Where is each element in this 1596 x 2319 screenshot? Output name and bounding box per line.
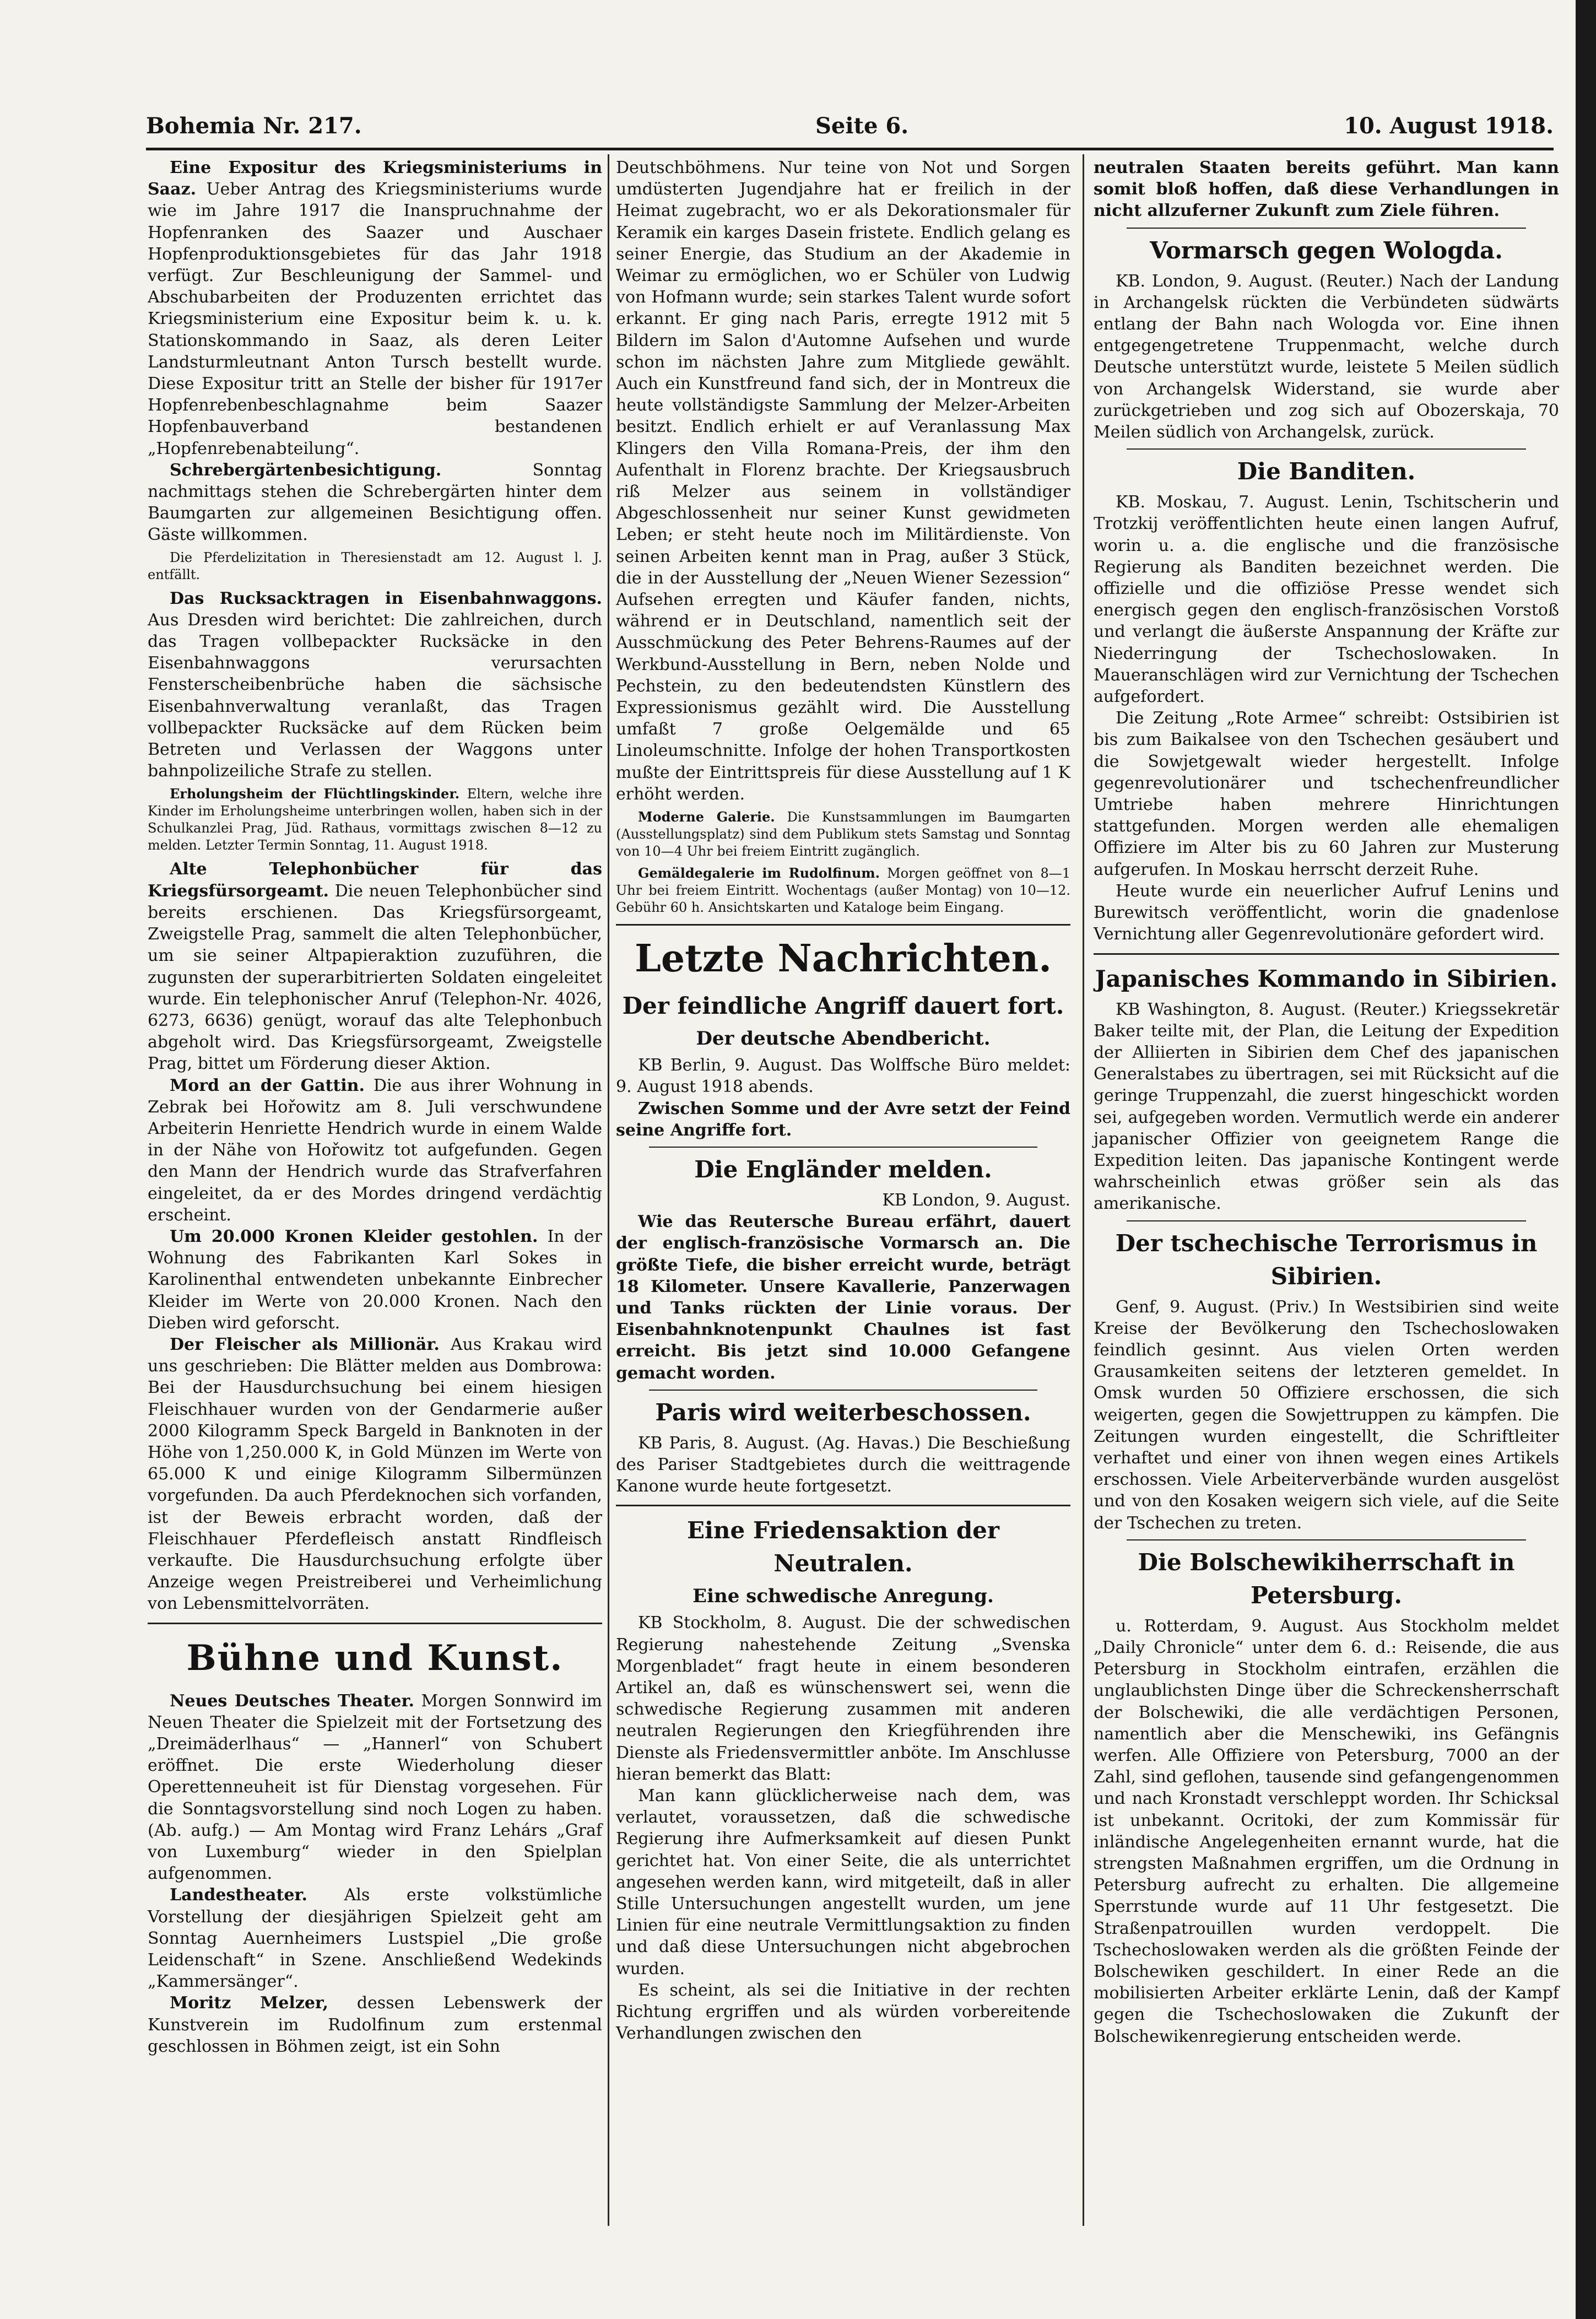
column-rule (1083, 154, 1084, 2226)
divider (649, 1390, 1037, 1391)
divider (1127, 228, 1526, 229)
header-rule (146, 148, 1554, 150)
article-text: Aus Krakau wird uns geschrieben: Die Blätter melden aus Dombrowa: Bei der Hausdurchsuchung bei einem hiesigen Fleischhauer wurden von der Gendarmerie außer 2000 Kilogramm Speck Bargeld in Banknoten in der Höhe von 1,250.000 K, in Gold Münzen im Werte von 65.000 K und einige Kilogramm Silbermünzen vorgefunden. Da auch Pferdeknochen sich vorfanden, ist der Beweis erbracht worden, daß der Fleischhauer Pferdefleisch anstatt Rindfleisch verkaufte. Die Hausdurchsuchung erfolgte über Anzeige wegen Preistreiberei und Verheimlichung von Lebensmittelvorräten. (148, 1334, 602, 1614)
article-text: Sonntag nachmittags stehen die Schrebergärten hinter dem Baumgarten zur allgemeinen Besichtigung offen. Gäste willkommen. (148, 460, 602, 545)
article-lead: Schrebergärtenbesichtigung. (170, 460, 442, 480)
divider (1127, 448, 1526, 450)
divider (1127, 1539, 1526, 1540)
headline: Die Banditen. (1237, 458, 1416, 485)
headline: Der feindliche Angriff dauert fort. (622, 992, 1064, 1020)
article-text: KB Stockholm, 8. August. Die der schwedischen Regierung nahestehende Zeitung „Svenska Morgenbladet“ fragt heute in einem besonderen Artikel an, daß es wünschenswert sei, wenn die schwedische Regierung zusammen mit anderen neutralen Regierungen den Kriegführenden ihre Dienste als Friedensvermittler anböte. Im Anschlusse hieran bemerkt das Blatt: (616, 1613, 1070, 1784)
header-paper-issue: Bohemia Nr. 217. (146, 113, 362, 139)
article-lead: Alte Telephonbücher für das Kriegsfürsorgeamt. (148, 860, 602, 901)
subheadline: Der deutsche Abendbericht. (696, 1028, 991, 1050)
article-text: Die aus ihrer Wohnung in Zebrak bei Hořowitz am 8. Juli verschwundene Arbeiterin Henriette Hendrich wurde in einem Walde in der Nähe von Hořowitz tot aufgefunden. Gegen den Mann der Hendrich wurde das Strafverfahren eingeleitet, da er des Mordes dringend verdächtig erscheint. (148, 1075, 602, 1225)
section-title: Bühne und Kunst. (186, 1637, 564, 1679)
headline: Paris wird weiterbeschossen. (655, 1398, 1031, 1426)
article-text: Heute wurde ein neuerlicher Aufruf Lenins und Burewitsch veröffentlicht, worin die gnadenlose Vernichtung aller Gegenrevolutionäre gefordert wird. (1094, 881, 1559, 944)
column-1 (148, 157, 602, 2057)
section-rule (1094, 953, 1559, 955)
article (148, 1334, 602, 1615)
article-text: Die Zeitung „Rote Armee“ schreibt: Ostsibirien ist bis zum Baikalsee von den Tschechen gesäubert und die Sowjetgewalt wieder hergestellt. Infolge gegenrevolutionärer und tschechenfreundlicher Umtriebe haben mehrere Hinrichtungen stattgefunden. Morgen werden alle ehemaligen Offiziere im Alter bis zu 60 Jahren zur Musterung aufgerufen. In Moskau herrscht derzeit Ruhe. (1094, 709, 1559, 879)
article (148, 460, 602, 546)
article-text: Die neuen Telephonbücher sind bereits erschienen. Das Kriegsfürsorgeamt, Zweigstelle Prag, sammelt die alten Telephonbücher, um sie seiner Altpapieraktion zuzuführen, die zugunsten der superarbitrierten Soldaten eingeleitet wurde. Ein telephonischer Anruf (Telephon-Nr. 4026, 6273, 6636) genügt, worauf das alte Telephonbuch abgeholt wird. Das Kriegsfürsorgeamt, Zweigstelle Prag, bittet um Förderung dieser Aktion. (148, 881, 602, 1074)
notice: Die Pferdelizitation in Theresienstadt am 12. August l. J. entfällt. (148, 549, 602, 582)
notice-lead: Gemäldegalerie im Rudolfinum. (638, 865, 880, 882)
header-page-number: Seite 6. (815, 113, 909, 139)
divider (1127, 1220, 1526, 1221)
article (148, 157, 602, 460)
section-rule (616, 924, 1070, 926)
article-lead: Eine Expositur des Kriegsministeriums in Saaz. (148, 158, 602, 199)
article-text: Ueber Antrag des Kriegsministeriums wurde wie im Jahre 1917 die Inanspruchnahme der Hopfenranken des Saazer und Auschaer Hopfenproduktionsgebietes für das Jahr 1918 verfügt. Zur Beschleunigung der Sammel- und Abschubarbeiten der Produzenten errichtet das Kriegsministerium eine Expositur beim k. u. k. Stationskommando in Saaz, als deren Leiter Landsturmleutnant Anton Tursch bestellt wurde. Diese Expositur tritt an Stelle der bisher für 1917er Hopfenrebenbeschlagnahme beim Saazer Hopfenbauverband bestandenen „Hopfenrebenabteilung“. (148, 180, 602, 458)
article-text: KB. London, 9. August. (Reuter.) Nach der Landung in Archangelsk rückten die Verbündeten südwärts entlang der Bahn nach Wologda vor. Eine ihnen entgegengetretene Truppenmacht, welche durch Deutsche unterstützt wurde, leistete 5 Meilen südlich von Archangelsk Widerstand, sie wurde aber zurückgetrieben und zog sich auf Obozerskaja, 70 Meilen südlich von Archangelsk, zurück. (1094, 271, 1559, 442)
article-text: Es scheint, als sei die Initiative in der rechten Richtung ergriffen und als würden vorbereitende Verhandlungen zwischen den (616, 1980, 1070, 2044)
column-2 (616, 157, 1070, 2044)
notice-lead: Erholungsheim der Flüchtlingskinder. (170, 786, 460, 802)
notice-text: Morgen geöffnet von 8—1 Uhr bei freiem Eintritt. Wochentags (außer Montag) von 10—12. Gebühr 60 h. Ansichtskarten und Kataloge beim Eingang. (616, 866, 1071, 916)
article-lead: Der Fleischer als Millionär. (170, 1334, 440, 1354)
headline: Vormarsch gegen Wologda. (1150, 236, 1503, 264)
notice-lead: Moderne Galerie. (638, 809, 775, 825)
article-text: KB Washington, 8. August. (Reuter.) Kriegssekretär Baker teilte mit, der Plan, die Leitung der Expedition der Alliierten in Sibirien dem Chef des japanischen Generalstabes zu übertragen, sei mit Rücksicht auf die geringe Truppenzahl, die zuerst hingeschickt worden sei, aufgegeben worden. Vermutlich werde ein anderer japanischer Offizier von geeignetem Range die Expedition leiten. Das japanische Kontingent werde wahrscheinlich etwas größer sein als das amerikanische. (1094, 999, 1559, 1214)
article-continued: neutralen Staaten bereits geführt. Man kann somit bloß hoffen, daß diese Verhandlungen in nicht allzuferner Zukunft zum Ziele führen. (1094, 158, 1559, 221)
article-lead: Neues Deutsches Theater. (170, 1691, 414, 1711)
headline: Eine Friedensaktion der Neutralen. (686, 1517, 1000, 1577)
article-text: Aus Dresden wird berichtet: Die zahlreichen, durch das Tragen vollbepackter Rucksäcke in den Eisenbahnwaggons verursachten Fensterscheibenbrüche haben die sächsische Eisenbahnverwaltung veranlaßt, das Tragen vollbepackter Rucksäcke auf dem Rücken beim Betreten und Verlassen der Waggons unter bahnpolizeiliche Strafe zu stellen. (148, 610, 602, 781)
article-text: KB Berlin, 9. August. Das Wolffsche Büro meldet: 9. August 1918 abends. (616, 1056, 1070, 1097)
article-text: dessen Lebenswerk der Kunstverein im Rudolfinum zum erstenmal geschlossen in Böhmen zeigt, ist ein Sohn (148, 1993, 602, 2056)
notice (616, 864, 1070, 916)
section-title: Letzte Nachrichten. (635, 937, 1052, 981)
article-text: Zwischen Somme und der Avre setzt der Feind seine Angriffe fort. (616, 1099, 1070, 1140)
article-text: Als erste volkstümliche Vorstellung der diesjährigen Spielzeit geht am Sonntag Auernheimers Lustspiel „Die große Leidenschaft“ in Szene. Anschließend Wedekinds „Kammersänger“. (148, 1885, 602, 1992)
page-header (146, 113, 1554, 146)
article (148, 858, 602, 1074)
article (148, 1992, 602, 2057)
article-lead: Um 20.000 Kronen Kleider gestohlen. (170, 1226, 538, 1246)
notice (148, 785, 602, 854)
article (148, 1884, 602, 1992)
article-lead: Mord an der Gattin. (170, 1075, 365, 1095)
article-continued: Deutschböhmens. Nur teine von Not und Sorgen umdüsterten Jugendjahre hat er freilich in der Heimat zugebracht, wo er als Dekorationsmaler für Keramik ein karges Dasein fristete. Endlich gelang es seiner Energie, das Studium an der Akademie in Weimar zu ermöglichen, wo er Schüler von Ludwig von Hofmann wurde; sein starkes Talent wurde sofort erkannt. Er ging nach Paris, erregte 1912 mit 5 Bildern im Salon d'Automne Aufsehen und wurde schon im nächsten Jahre zum Mitgliede gewählt. Auch ein Kunstfreund fand sich, der in Montreux die heute vollständigste Sammlung der Melzer-Arbeiten besitzt. Endlich erhielt er auf Veranlassung Max Klingers den Villa Romana-Preis, der ihm den Aufenthalt in Florenz brachte. Der Kriegsausbruch riß Melzer aus seinem in vollständiger Abgeschlossenheit nur seiner Kunst gewidmeten Leben; er steht heute noch im Militärdienste. Von seinen Arbeiten kennt man in Prag, außer 3 Stück, die in der Ausstellung der „Neuen Wiener Sezession“ Aufsehen erregten und Käufer fanden, nichts, während er in Deutschland, namentlich seit der Ausschmückung des Peter Behrens-Raumes auf der Werkbund-Ausstellung in Bern, neben Nolde und Pechstein, zu den bedeutendsten Künstlern des Expressionismus gezählt wird. Die Ausstellung umfaßt 7 große Oelgemälde und 65 Linoleumschnitte. Infolge der hohen Transportkosten mußte der Eintrittspreis für diese Ausstellung auf 1 K erhöht werden. (616, 158, 1070, 804)
section-rule (616, 1505, 1070, 1506)
article-lead: Moritz Melzer, (170, 1993, 328, 2013)
article-text: KB Paris, 8. August. (Ag. Havas.) Die Beschießung des Pariser Stadtgebietes durch die weittragende Kanone wurde heute fortgesetzt. (616, 1433, 1070, 1496)
header-date: 10. August 1918. (1344, 113, 1554, 139)
notice (616, 808, 1070, 860)
headline: Japanisches Kommando in Sibirien. (1095, 965, 1558, 992)
article-lead: Landestheater. (170, 1885, 307, 1905)
article (148, 1690, 602, 1885)
article-text: Morgen Sonnwird im Neuen Theater die Spielzeit mit der Fortsetzung des „Dreimäderlhaus“ — „Hannerl“ von Schubert eröffnet. Die erste Wiederholung dieser Operettenneuheit ist für Dienstag vorgesehen. Für die Sonntagsvorstellung sind noch Logen zu haben. (Ab. aufg.) — Am Montag wird Franz Lehárs „Graf von Luxemburg“ wieder in den Spielplan aufgenommen. (148, 1691, 602, 1884)
article-text: KB. Moskau, 7. August. Lenin, Tschitscherin und Trotzkij veröffentlichten heute einen langen Aufruf, worin u. a. die englische und die französische Regierung als Banditen bezeichnet werden. Die offizielle und die offiziöse Presse wendet sich energisch gegen den englisch-französischen Vorstoß und verlangt die äußerste Anspannung der Kräfte zur Niederringung der Tschechoslowaken. In Maueranschlägen wird zur Vernichtung der Tschechen aufgefordert. (1094, 493, 1559, 707)
headline: Die Engländer melden. (694, 1155, 992, 1183)
article-text: Genf, 9. August. (Priv.) In Westsibirien sind weite Kreise der Bevölkerung den Tschechoslowaken feindlich gesinnt. Aus vielen Orten werden Grausamkeiten seitens der letzteren gemeldet. In Omsk wurden 50 Offiziere erschossen, die sich weigerten, gegen die Sowjettruppen zu kämpfen. Die Zeitungen wurden eingestellt, die Schriftleiter verhaftet und einer von ihnen wegen eines Artikels erschossen. Viele Arbeiterverbände wurden ausgelöst und von den Kosaken weigern sich viele, auf die Seite der Tschechen zu treten. (1094, 1297, 1559, 1533)
dateline: KB London, 9. August. (882, 1190, 1070, 1210)
notice-text: Die Kunstsammlungen im Baumgarten (Ausstellungsplatz) sind dem Publikum stets Samstag und Sonntag von 10—4 Uhr bei freiem Eintritt zugänglich. (616, 809, 1070, 860)
notice-text: Eltern, welche ihre Kinder im Erholungsheime unterbringen wollen, haben sich in der Schulkanzlei Prag, Jüd. Rathaus, vormittags zwischen 8—12 zu melden. Letzter Termin Sonntag, 11. August 1918. (148, 786, 602, 853)
article-text: In der Wohnung des Fabrikanten Karl Sokes in Karolinenthal entwendeten unbekannte Einbrecher Kleider im Werte von 20.000 Kronen. Nach den Dieben wird geforscht. (148, 1226, 602, 1333)
divider (649, 1147, 1037, 1148)
column-rule (608, 154, 609, 2226)
article-text: Wie das Reutersche Bureau erfährt, dauert der englisch-französische Vormarsch an. Die größte Tiefe, die bisher erreicht wurde, beträgt 18 Kilometer. Unsere Kavallerie, Panzerwagen und Tanks rückten der Linie voraus. Der Eisenbahnknotenpunkt Chaulnes ist fast erreicht. Bis jetzt sind 10.000 Gefangene gemacht worden. (616, 1212, 1070, 1383)
headline: Die Bolschewikiherrschaft in Petersburg. (1138, 1548, 1515, 1609)
article-text: u. Rotterdam, 9. August. Aus Stockholm meldet „Daily Chronicle“ unter dem 6. d.: Reisende, die aus Petersburg in Stockholm eintrafen, erzählen die unglaublichsten Dinge über die Schreckensherrschaft der Bolschewiki, die alle verdächtigen Personen, namentlich aber die Menschewiki, ins Gefängnis werfen. Alle Offiziere von Petersburg, 7000 an der Zahl, sind geflohen, tausende sind gefangengenommen und nach Kronstadt verschleppt worden. Ihr Schicksal ist unbekannt. Ocritoki, der zum Kommissär für inländische Angelegenheiten ernannt wurde, hat die strengsten Maßnahmen ergriffen, um die Ordnung in Petersburg aufrecht zu erhalten. Die allgemeine Sperrstunde wurde auf 11 Uhr festgesetzt. Die Straßenpatrouillen wurden verdoppelt. Die Tschechoslowaken werden als die größten Feinde der Bolschewiken geschildert. In einer Rede an die mobilisierten Arbeiter erklärte Lenin, daß der Kampf gegen die Tschechoslowaken die Zukunft der Bolschewikenregierung entscheiden werde. (1094, 1616, 1559, 2046)
article (148, 588, 602, 782)
scan-edge (1576, 0, 1596, 2319)
headline: Der tschechische Terrorismus in Sibirien. (1115, 1229, 1538, 1290)
article (148, 1226, 602, 1334)
column-3 (1094, 157, 1559, 2047)
article-text: Man kann glücklicherweise nach dem, was verlautet, voraussetzen, daß die schwedische Regierung ihre Aufmerksamkeit auf diesen Punkt gerichtet hat. Von einer Seite, die als unterrichtet angesehen werden kann, wird mitgeteilt, daß in aller Stille Untersuchungen angestellt wurden, um jene Linien für eine neutrale Vermittlungsaktion zu finden und daß diese Untersuchungen nicht abgebrochen wurden. (616, 1786, 1070, 1979)
section-rule (148, 1623, 602, 1624)
article (148, 1075, 602, 1226)
article-lead: Das Rucksacktragen in Eisenbahnwaggons. (170, 588, 602, 608)
subheadline: Eine schwedische Anregung. (692, 1585, 994, 1608)
